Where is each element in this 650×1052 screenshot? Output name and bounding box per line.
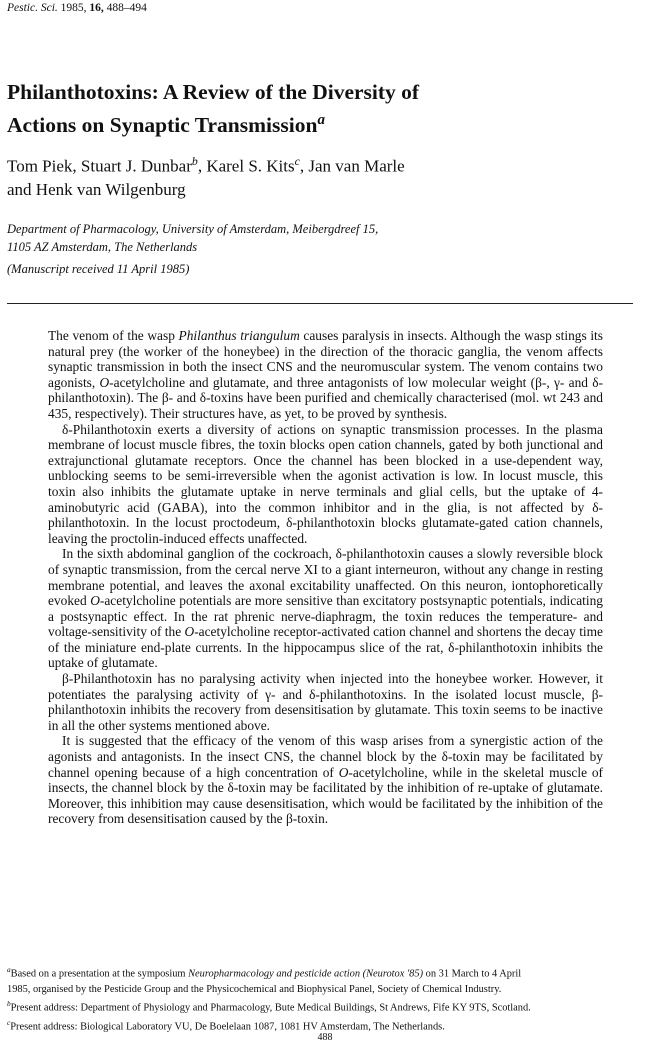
title-footnote-mark: a xyxy=(317,112,325,128)
footnote-mark: a xyxy=(7,966,11,974)
species-name: Philanthus triangulum xyxy=(178,328,300,343)
author-mark-b: b xyxy=(191,154,198,168)
abstract xyxy=(48,328,603,827)
affiliation-line-2: 1105 AZ Amsterdam, The Netherlands xyxy=(7,240,198,254)
footnotes xyxy=(7,963,647,1035)
author-list xyxy=(7,150,627,201)
footnote-a xyxy=(7,963,647,982)
abstract-paragraph-1 xyxy=(48,328,603,422)
footnote-mark: c xyxy=(7,1018,11,1027)
abstract-paragraph-3 xyxy=(48,546,603,671)
abstract-text: In the sixth abdominal ganglion of the cockroach, δ-philanthotoxin causes a slowly reversible block of synaptic transmission, from the cercal nerve XI to a giant interneuron, without any change in resting membrane potential, and leaves the axonal excitability unaffected. On this neuron, iontophoretically evoked xyxy=(48,546,603,609)
abstract-text: -acetylcholine and glutamate, and three antagonists of low molecular weight (β-, γ- and δ-philanthotoxin). The β- and δ-toxins have been purified and chemically characterised (mol. wt 243 and 435, respectively). Their structures have, as yet, to be proved by synthesis. xyxy=(48,374,603,421)
received-date: (Manuscript received 11 April 1985) xyxy=(7,262,190,276)
footnote-text: Present address: Department of Physiology and Pharmacology, Bute Medical Buildings, St Andrews, Fife KY 9TS, Scotland. xyxy=(10,1002,531,1014)
author-names-3: , Jan van Marle xyxy=(299,156,405,176)
author-names-line-2: and Henk van Wilgenburg xyxy=(7,179,186,199)
italic-o: O xyxy=(99,374,110,390)
journal-year: 1985, xyxy=(60,2,87,14)
abstract-paragraph-5 xyxy=(48,733,603,827)
abstract-text: causes paralysis in insects. Although the wasp stings its natural prey (the worker of the honeybee) in the direction of the thoracic ganglia, the venom affects synaptic transmission in both the insect CNS and the neuromuscular system. The venom contains two agonists, xyxy=(48,328,603,390)
footnote-b xyxy=(7,997,647,1016)
abstract-paragraph-4: β-Philanthotoxin has no paralysing activity when injected into the honeybee worker. However, it potentiates the paralysing activity of γ- and δ-philanthotoxins. In the isolated locust muscle, β-philanthotoxin inhibits the recovery from desensitisation by glutamate. This toxin seems to be inactive in all the other systems mentioned above. xyxy=(48,671,603,733)
abstract-text: It is suggested that the efficacy of the venom of this wasp arises from a synergistic action of the agonists and antagonists. In the insect CNS, the channel block by the δ-toxin may be facilitated by channel opening because of a high concentration of xyxy=(48,733,603,780)
title-line-2: Actions on Synaptic Transmission xyxy=(7,113,318,138)
footnote-text: Based on a presentation at the symposium xyxy=(10,968,189,980)
journal-pages: 488–494 xyxy=(106,2,147,14)
page-number: 488 xyxy=(317,1032,333,1043)
abstract-paragraph-2: δ-Philanthotoxin exerts a diversity of actions on synaptic transmission processes. In the plasma membrane of locust muscle fibres, the toxin blocks open cation channels, gated by both junctional and extrajunctional glutamate receptors. Once the channel has been blocked in a use-dependent way, unblocking seems to be semi-irreversible when the agonist activation is low. In locust muscle, this toxin also inhibits the glutamate uptake in nerve terminals and glial cells, but the uptake of 4-aminobutyric acid (GABA), into the common inhibitor and in the glia, is not affected by δ-philanthotoxin. In the locust proctodeum, δ-philanthotoxin blocks glutamate-gated cation channels, leaving the proctolin-induced effects unaffected. xyxy=(48,421,603,546)
symposium-title: Neuropharmacology and pesticide action (Neurotox '85) xyxy=(188,968,424,980)
paper-title xyxy=(7,78,627,139)
author-mark-c: c xyxy=(294,154,300,168)
footnote-text: on 31 March to 4 April xyxy=(423,968,522,980)
italic-o: O xyxy=(338,764,349,780)
italic-o: O xyxy=(184,624,195,640)
journal-name: Pestic. Sci. xyxy=(7,2,58,14)
abstract-text: -acetylcholine receptor-activated cation channel and shortens the decay time of the miniature end-plate currents. In the hippocampus slice of the rat, δ-philanthotoxin inhibits the uptake of glutamate. xyxy=(48,624,604,671)
abstract-text: -acetylcholine, while in the skeletal muscle of insects, the channel block by the δ-toxin may be facilitated by the inhibition of re-uptake of glutamate. Moreover, this inhibition may cause desensitisation, which would be facilitated by the inhibition of the recovery from desensitisation caused by the β-toxin. xyxy=(48,764,603,827)
title-line-1: Philanthotoxins: A Review of the Diversity of xyxy=(7,80,420,104)
abstract-text: The venom of the wasp xyxy=(48,328,179,343)
author-names-2: , Karel S. Kits xyxy=(197,156,295,176)
footnote-text: Present address: Biological Laboratory VU, De Boelelaan 1087, 1081 HV Amsterdam, The Netherlands. xyxy=(10,1021,445,1033)
running-head xyxy=(7,2,147,14)
affiliation xyxy=(7,220,627,256)
journal-volume: 16, xyxy=(89,2,104,14)
abstract-text: -acetylcholine potentials are more sensitive than excitatory postsynaptic potentials, indicating a postsynaptic effect. In the rat phrenic nerve-diaphragm, the toxin reduces the temperature- and voltage-sensitivity of the xyxy=(48,593,603,640)
author-names-1: Tom Piek, Stuart J. Dunbar xyxy=(7,156,192,176)
italic-o: O xyxy=(90,593,100,609)
header-divider xyxy=(7,303,633,304)
footnote-a-continued: 1985, organised by the Pesticide Group and the Physicochemical and Biophysical Panel, Society of Chemical Industry. xyxy=(7,983,502,995)
affiliation-line-1: Department of Pharmacology, University of Amsterdam, Meibergdreef 15, xyxy=(7,222,379,236)
footnote-mark: b xyxy=(7,1000,11,1009)
